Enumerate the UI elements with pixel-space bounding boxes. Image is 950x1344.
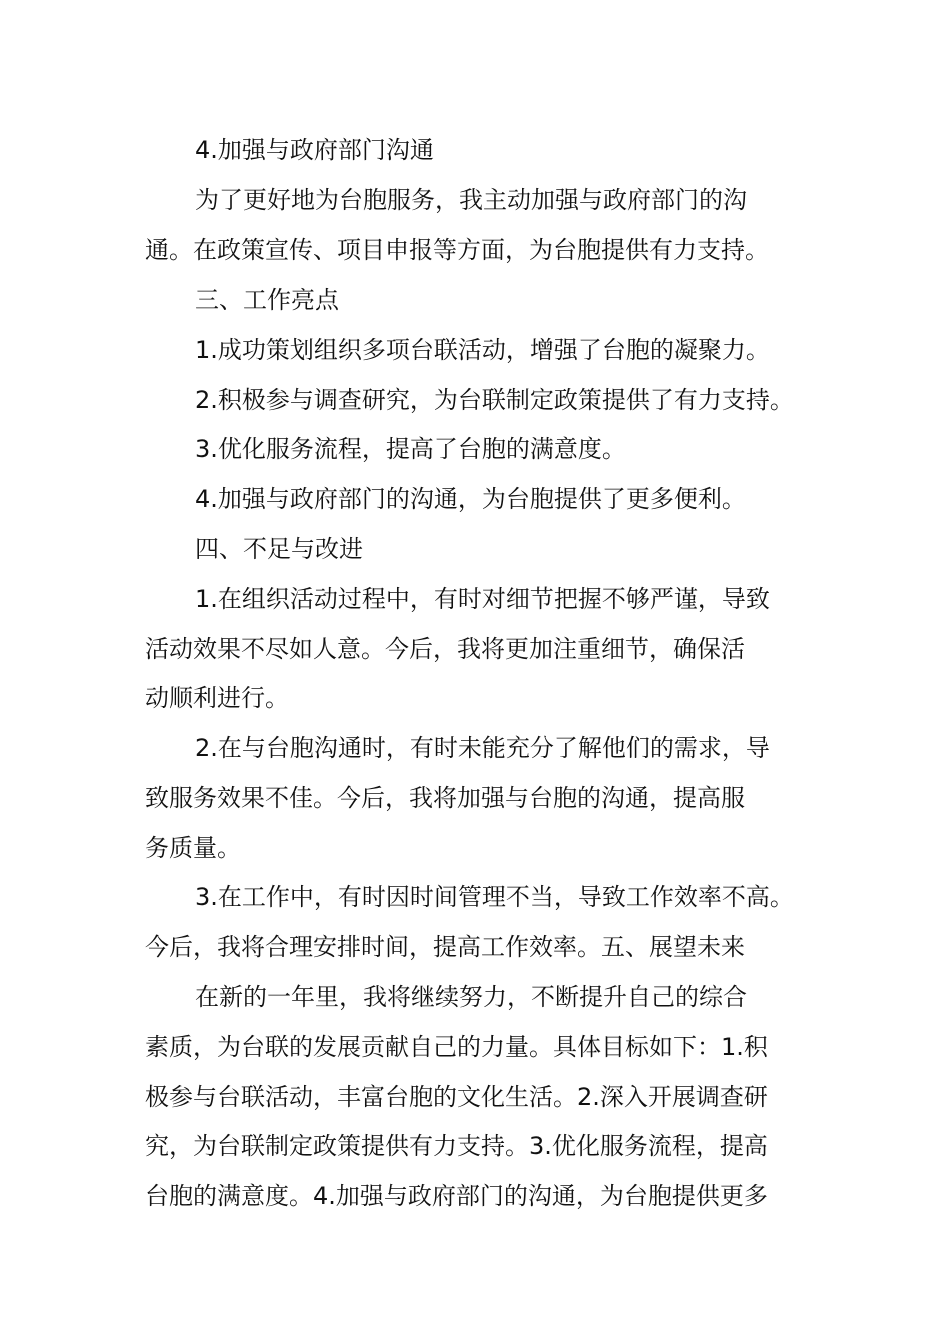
paragraph-line: 为了更好地为台胞服务，我主动加强与政府部门的沟 <box>195 186 747 214</box>
paragraph-line: 致服务效果不佳。今后，我将加强与台胞的沟通，提高服 <box>145 784 745 812</box>
section-heading-shortcomings: 四、不足与改进 <box>195 535 363 563</box>
paragraph-line: 素质，为台联的发展贡献自己的力量。具体目标如下：1.积 <box>145 1033 768 1061</box>
paragraph-line: 今后，我将合理安排时间，提高工作效率。五、展望未来 <box>145 933 745 961</box>
list-item: 4.加强与政府部门的沟通，为台胞提供了更多便利。 <box>195 485 746 513</box>
paragraph-line: 在新的一年里，我将继续努力，不断提升自己的综合 <box>195 983 747 1011</box>
subheading-government-communication: 4.加强与政府部门沟通 <box>195 136 434 164</box>
paragraph-line: 活动效果不尽如人意。今后，我将更加注重细节，确保活 <box>145 635 745 663</box>
section-heading-highlights: 三、工作亮点 <box>195 286 339 314</box>
list-item: 1.成功策划组织多项台联活动，增强了台胞的凝聚力。 <box>195 336 770 364</box>
paragraph-line: 1.在组织活动过程中，有时对细节把握不够严谨，导致 <box>195 585 770 613</box>
paragraph-line: 2.在与台胞沟通时，有时未能充分了解他们的需求，导 <box>195 734 770 762</box>
paragraph-line: 台胞的满意度。4.加强与政府部门的沟通，为台胞提供更多 <box>145 1182 768 1210</box>
paragraph-line: 动顺利进行。 <box>145 684 289 712</box>
paragraph-line: 通。在政策宣传、项目申报等方面，为台胞提供有力支持。 <box>145 236 769 264</box>
paragraph-line: 3.在工作中，有时因时间管理不当，导致工作效率不高。 <box>195 883 794 911</box>
paragraph-line: 极参与台联活动，丰富台胞的文化生活。2.深入开展调查研 <box>145 1083 768 1111</box>
list-item: 3.优化服务流程，提高了台胞的满意度。 <box>195 435 626 463</box>
list-item: 2.积极参与调查研究，为台联制定政策提供了有力支持。 <box>195 386 794 414</box>
paragraph-line: 究，为台联制定政策提供有力支持。3.优化服务流程，提高 <box>145 1132 768 1160</box>
paragraph-line: 务质量。 <box>145 834 241 862</box>
